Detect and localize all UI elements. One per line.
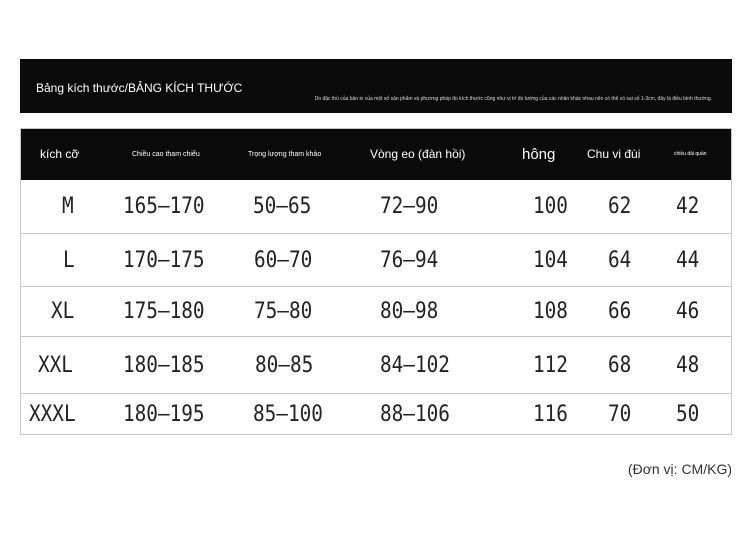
banner-note: Do đặc thù của bản in của một số sản phẩm và phương pháp đo kích thước cũng như vị trí đo lường của các nhân khác nhau nên có thể có sai số 1-3cm, đây là điều bình thường. xyxy=(314,96,712,102)
table-row xyxy=(21,180,731,234)
header-weight: Trọng lượng tham khảo xyxy=(248,151,322,158)
header-hip: hông xyxy=(522,146,556,163)
cell-thigh: 66 xyxy=(608,299,632,324)
cell-waist: 88–106 xyxy=(380,401,450,427)
cell-thigh: 68 xyxy=(608,352,632,378)
cell-weight: 50–65 xyxy=(253,194,312,219)
cell-hip: 104 xyxy=(533,247,568,273)
cell-size: XXL xyxy=(38,352,73,378)
cell-hip: 112 xyxy=(533,352,568,378)
cell-hip: 108 xyxy=(533,299,568,324)
cell-weight: 85–100 xyxy=(253,401,323,427)
cell-weight: 60–70 xyxy=(254,247,313,273)
cell-hip: 100 xyxy=(533,194,568,219)
cell-thigh: 64 xyxy=(608,247,632,273)
header-length: chiều dài quần xyxy=(674,151,707,157)
cell-height: 165–170 xyxy=(123,194,205,219)
header-height: Chiều cao tham chiếu xyxy=(132,151,200,158)
cell-weight: 75–80 xyxy=(254,299,313,324)
unit-note: (Đơn vị: CM/KG) xyxy=(627,461,732,477)
cell-size: XL xyxy=(51,299,75,324)
title-banner xyxy=(20,59,732,113)
header-thigh: Chu vi đùi xyxy=(587,147,641,161)
cell-waist: 72–90 xyxy=(380,194,439,219)
cell-weight: 80–85 xyxy=(255,352,314,378)
table-row xyxy=(21,234,731,287)
cell-thigh: 70 xyxy=(608,401,632,427)
cell-height: 180–185 xyxy=(123,352,205,378)
header-size: kích cỡ xyxy=(40,147,80,161)
cell-size: XXXL xyxy=(29,401,76,427)
cell-hip: 116 xyxy=(533,401,568,427)
cell-height: 170–175 xyxy=(123,247,205,273)
cell-size: L xyxy=(63,247,75,273)
cell-length: 44 xyxy=(676,247,700,273)
header-waist: Vòng eo (đàn hồi) xyxy=(370,147,466,161)
table-row xyxy=(21,394,731,434)
table-row xyxy=(21,337,731,394)
table-row xyxy=(21,287,731,337)
cell-height: 175–180 xyxy=(123,299,205,324)
cell-length: 50 xyxy=(676,401,700,427)
size-table xyxy=(20,128,732,435)
cell-length: 46 xyxy=(676,299,700,324)
cell-waist: 76–94 xyxy=(380,247,439,273)
cell-waist: 84–102 xyxy=(380,352,450,378)
cell-thigh: 62 xyxy=(608,194,632,219)
cell-height: 180–195 xyxy=(123,401,205,427)
table-header xyxy=(21,129,731,180)
cell-length: 42 xyxy=(676,194,700,219)
cell-waist: 80–98 xyxy=(380,299,439,324)
cell-length: 48 xyxy=(676,352,700,378)
cell-size: M xyxy=(62,194,74,219)
banner-title: Bảng kích thước/BẢNG KÍCH THƯỚC xyxy=(36,81,243,95)
